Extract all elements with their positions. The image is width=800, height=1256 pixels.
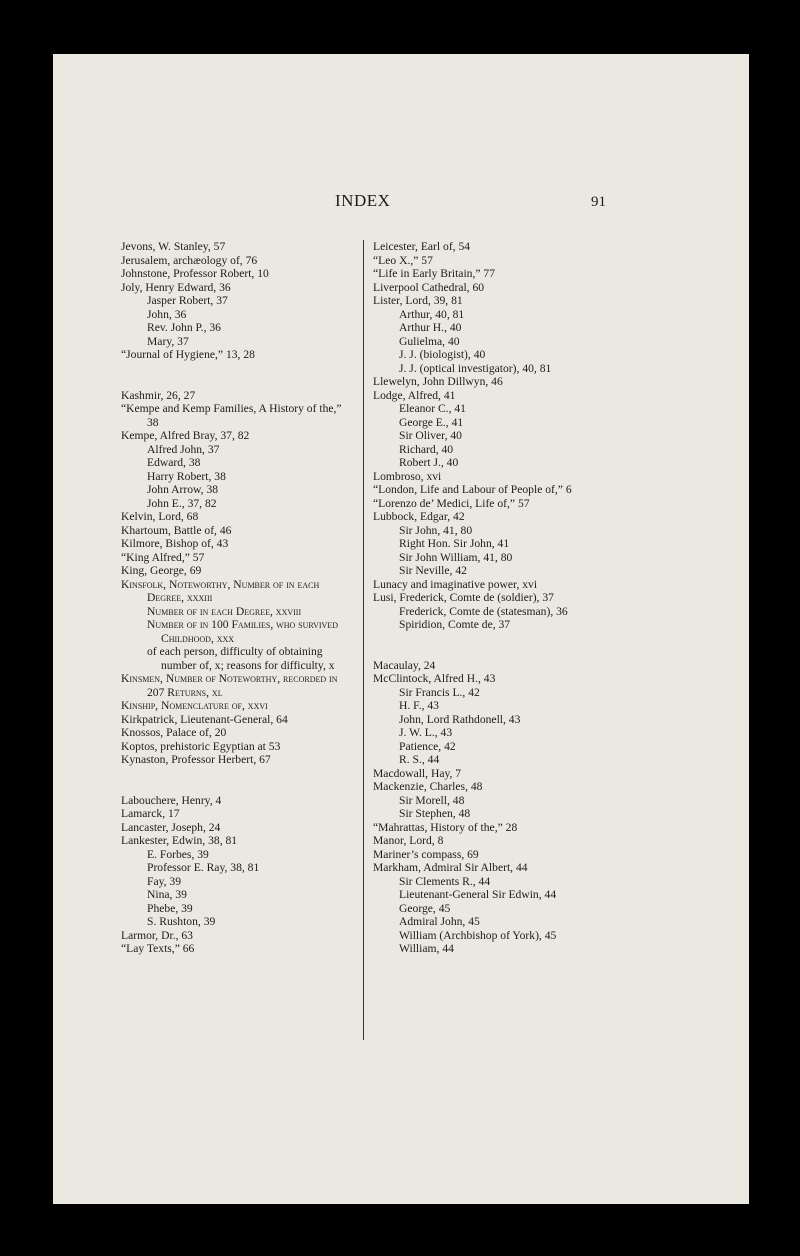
index-entry: Lankester, Edwin, 38, 81 [121, 834, 238, 847]
index-subentry: Phebe, 39 [147, 901, 193, 915]
page-number: 91 [591, 194, 606, 210]
index-entry: Liverpool Cathedral, 60 [373, 280, 485, 294]
index-subentry: John E., 37, 82 [147, 496, 217, 510]
index-entry: Kynaston, Professor Herbert, 67 [121, 753, 271, 766]
index-entry: Jerusalem, archæology of, 76 [121, 253, 258, 267]
index-subentry: Sir Neville, 42 [399, 564, 467, 577]
index-subentry: Patience, 42 [399, 739, 456, 753]
index-subentry: John Arrow, 38 [147, 483, 219, 496]
index-entry: Lunacy and imaginative power, xvi [373, 577, 538, 591]
index-subentry: Sir Clements R., 44 [399, 874, 491, 888]
index-entry: Lister, Lord, 39, 81 [373, 294, 463, 307]
index-subentry: Professor E. Ray, 38, 81 [147, 861, 260, 874]
index-subentry: Number of in each Degree, xxviii [147, 604, 302, 618]
index-entry: Kinsmen, Number of Noteworthy, recorded in 207 Returns, xl [121, 672, 338, 699]
index-entry: Kirkpatrick, Lieutenant-General, 64 [121, 712, 288, 726]
index-subentry: R. S., 44 [399, 753, 440, 766]
index-entry: King, George, 69 [121, 564, 202, 577]
index-subentry: Edward, 38 [147, 456, 201, 469]
index-entry: Kelvin, Lord, 68 [121, 510, 199, 523]
index-entry: “King Alfred,” 57 [121, 550, 205, 564]
index-subentry: Sir Oliver, 40 [399, 429, 462, 442]
index-subentry: William, 44 [399, 942, 454, 955]
section-gap [121, 362, 353, 389]
index-subentry: H. F., 43 [399, 699, 439, 712]
index-subentry: S. Rushton, 39 [147, 915, 216, 928]
index-entry: Leicester, Earl of, 54 [373, 240, 471, 253]
index-entry: McClintock, Alfred H., 43 [373, 672, 496, 685]
index-entry: Manor, Lord, 8 [373, 834, 444, 847]
index-entry: Jevons, W. Stanley, 57 [121, 240, 226, 253]
index-subentry: Eleanor C., 41 [399, 402, 466, 415]
index-subentry: Number of in 100 Families, who survived Childhood, xxx [147, 618, 338, 645]
index-subentry: William (Archbishop of York), 45 [399, 928, 557, 942]
index-subentry: Harry Robert, 38 [147, 469, 226, 483]
index-entry: Khartoum, Battle of, 46 [121, 523, 232, 537]
index-subentry: Sir Morell, 48 [399, 793, 465, 807]
index-subentry: J. W. L., 43 [399, 726, 453, 739]
index-entry: Lubbock, Edgar, 42 [373, 510, 465, 523]
index-entry: Lodge, Alfred, 41 [373, 388, 456, 402]
section-gap [121, 767, 353, 794]
index-subentry: Sir John, 41, 80 [399, 523, 473, 537]
index-entry: Mariner’s compass, 69 [373, 847, 479, 861]
index-entry: Labouchere, Henry, 4 [121, 793, 222, 807]
index-entry: “London, Life and Labour of People of,” 6 [373, 483, 572, 496]
index-subentry: Richard, 40 [399, 442, 454, 456]
index-entry: Larmor, Dr., 63 [121, 928, 193, 942]
section-gap [373, 632, 612, 659]
index-subentry: Fay, 39 [147, 874, 182, 888]
index-subentry: Arthur, 40, 81 [399, 307, 465, 321]
index-entry: “Kempe and Kemp Families, A History of the,” 38 [121, 402, 342, 429]
index-entry: Kashmir, 26, 27 [121, 388, 196, 402]
index-column-left [121, 240, 353, 956]
index-subentry: J. J. (biologist), 40 [399, 348, 486, 361]
index-entry: “Leo X.,” 57 [373, 253, 433, 267]
index-subentry: Sir John William, 41, 80 [399, 550, 513, 564]
page-title: INDEX [335, 191, 391, 210]
index-entry: Kempe, Alfred Bray, 37, 82 [121, 429, 250, 442]
index-subentry: of each person, difficulty of obtaining number of, x; reasons for difficulty, x [147, 645, 335, 672]
index-subentry: Rev. John P., 36 [147, 321, 221, 334]
index-entry: Lusi, Frederick, Comte de (soldier), 37 [373, 591, 554, 604]
index-entry: Lancaster, Joseph, 24 [121, 820, 221, 834]
index-subentry: Jasper Robert, 37 [147, 294, 228, 307]
index-entry: Markham, Admiral Sir Albert, 44 [373, 861, 528, 874]
index-entry: “Mahrattas, History of the,” 28 [373, 820, 518, 834]
index-subentry: J. J. (optical investigator), 40, 81 [399, 361, 552, 375]
index-subentry: E. Forbes, 39 [147, 847, 209, 861]
index-subentry: George E., 41 [399, 415, 464, 429]
index-entry: Knossos, Palace of, 20 [121, 726, 227, 739]
index-subentry: John, Lord Rathdonell, 43 [399, 712, 521, 726]
index-entry: “Lorenzo de’ Medici, Life of,” 57 [373, 496, 530, 510]
index-subentry: Sir Stephen, 48 [399, 807, 471, 820]
index-subentry: George, 45 [399, 901, 451, 915]
index-entry: Lamarck, 17 [121, 807, 180, 820]
index-entry: Llewelyn, John Dillwyn, 46 [373, 375, 503, 388]
index-subentry: Arthur H., 40 [399, 321, 462, 334]
column-divider [363, 240, 364, 1040]
index-subentry: Lieutenant-General Sir Edwin, 44 [399, 888, 557, 901]
index-entry: Kinship, Nomenclature of, xxvi [121, 699, 268, 712]
index-entry: “Life in Early Britain,” 77 [373, 267, 496, 280]
index-entry: “Lay Texts,” 66 [121, 942, 195, 955]
index-entry: Kilmore, Bishop of, 43 [121, 537, 229, 550]
index-entry: Mackenzie, Charles, 48 [373, 780, 483, 793]
index-entry: “Journal of Hygiene,” 13, 28 [121, 348, 255, 361]
index-entry: Macdowall, Hay, 7 [373, 766, 462, 780]
index-entry: Lombroso, xvi [373, 469, 442, 483]
index-subentry: Frederick, Comte de (statesman), 36 [399, 604, 568, 618]
index-subentry: Spiridion, Comte de, 37 [399, 618, 511, 631]
index-subentry: Nina, 39 [147, 888, 187, 901]
index-subentry: Admiral John, 45 [399, 915, 480, 928]
index-entry: Johnstone, Professor Robert, 10 [121, 267, 269, 280]
index-subentry: Alfred John, 37 [147, 442, 220, 456]
index-subentry: Sir Francis L., 42 [399, 685, 480, 699]
index-subentry: Right Hon. Sir John, 41 [399, 537, 510, 550]
index-subentry: John, 36 [147, 307, 187, 321]
index-subentry: Gulielma, 40 [399, 334, 460, 348]
index-subentry: Robert J., 40 [399, 456, 459, 469]
index-column-right [373, 240, 612, 956]
index-entry: Kinsfolk, Noteworthy, Number of in each Degree, xxxiii [121, 577, 320, 604]
index-subentry: Mary, 37 [147, 334, 189, 348]
index-entry: Macaulay, 24 [373, 658, 436, 672]
index-entry: Koptos, prehistoric Egyptian at 53 [121, 739, 281, 753]
index-entry: Joly, Henry Edward, 36 [121, 280, 231, 294]
